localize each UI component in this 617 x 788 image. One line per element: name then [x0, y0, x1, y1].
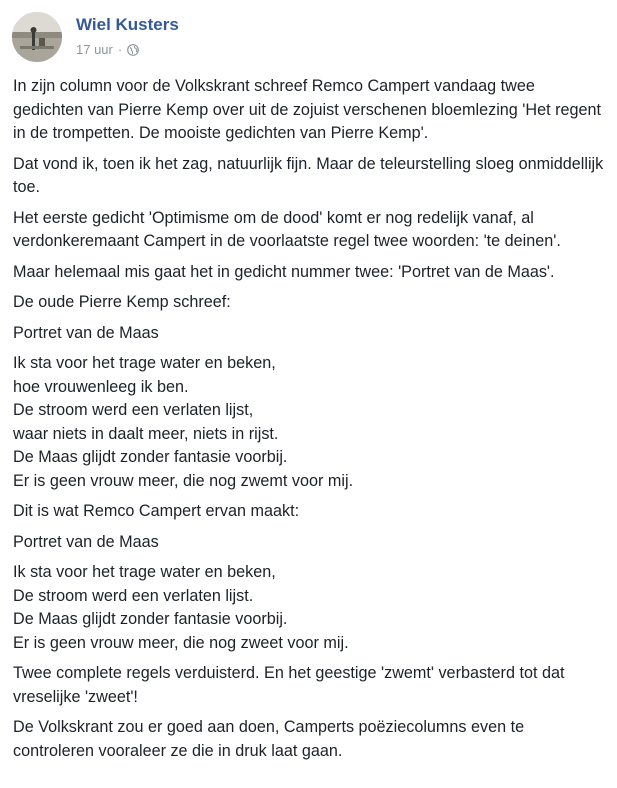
paragraph: Twee complete regels verduisterd. En het geestige 'zwemt' verbasterd tot dat vreselijke 'zweet'!: [13, 664, 565, 706]
paragraph: De Volkskrant zou er goed aan doen, Camperts poëziecolumns even te controleren vooraleer ze die in druk laat gaan.: [13, 718, 525, 760]
author-name[interactable]: Wiel Kusters: [76, 15, 179, 34]
poem-line: Er is geen vrouw meer, die nog zwemt voor mij.: [13, 471, 354, 490]
globe-icon[interactable]: [127, 44, 139, 56]
paragraph: In zijn column voor de Volkskrant schreef Remco Campert vandaag twee gedichten van Pierre Kemp over uit de zojuist verschenen bloemlezing 'Het regent in de trompetten. De mooiste gedichten van Pierre Kemp'.: [13, 77, 601, 142]
poem-line: waar niets in daalt meer, niets in rijst.: [13, 424, 279, 443]
post-body: [13, 75, 608, 770]
poem-line: De Maas glijdt zonder fantasie voorbij.: [13, 448, 288, 466]
paragraph: De oude Pierre Kemp schreef:: [13, 293, 231, 311]
poem-title: Portret van de Maas: [13, 323, 159, 342]
paragraph: Maar helemaal mis gaat het in gedicht nummer twee: 'Portret van de Maas'.: [13, 262, 555, 281]
poem-line: Er is geen vrouw meer, die nog zweet voor mij.: [13, 633, 349, 652]
paragraph: Dit is wat Remco Campert ervan maakt:: [13, 502, 300, 520]
post-timestamp[interactable]: 17 uur: [76, 42, 113, 57]
poem-line: De Maas glijdt zonder fantasie voorbij.: [13, 610, 288, 628]
avatar[interactable]: [12, 12, 62, 62]
poem-line: Ik sta voor het trage water en beken,: [13, 563, 276, 581]
post-header: [12, 12, 602, 62]
post-meta: [76, 42, 139, 57]
poem-line: De stroom werd een verlaten lijst,: [13, 401, 254, 419]
poem-title: Portret van de Maas: [13, 532, 159, 551]
meta-separator: ·: [117, 42, 123, 57]
paragraph: Het eerste gedicht 'Optimisme om de dood' komt er nog redelijk vanaf, al verdonkeremaant Campert in de voorlaatste regel twee woorden: 'te deinen'.: [13, 208, 561, 250]
poem-line: De stroom werd een verlaten lijst.: [13, 586, 254, 605]
poem-campert: [13, 561, 608, 655]
poem-original: [13, 352, 608, 493]
paragraph: Dat vond ik, toen ik het zag, natuurlijk fijn. Maar de teleurstelling sloeg onmiddellijk toe.: [13, 154, 604, 196]
avatar-photo: [12, 12, 62, 62]
poem-line: hoe vrouwenleeg ik ben.: [13, 377, 189, 396]
poem-line: Ik sta voor het trage water en beken,: [13, 354, 276, 372]
